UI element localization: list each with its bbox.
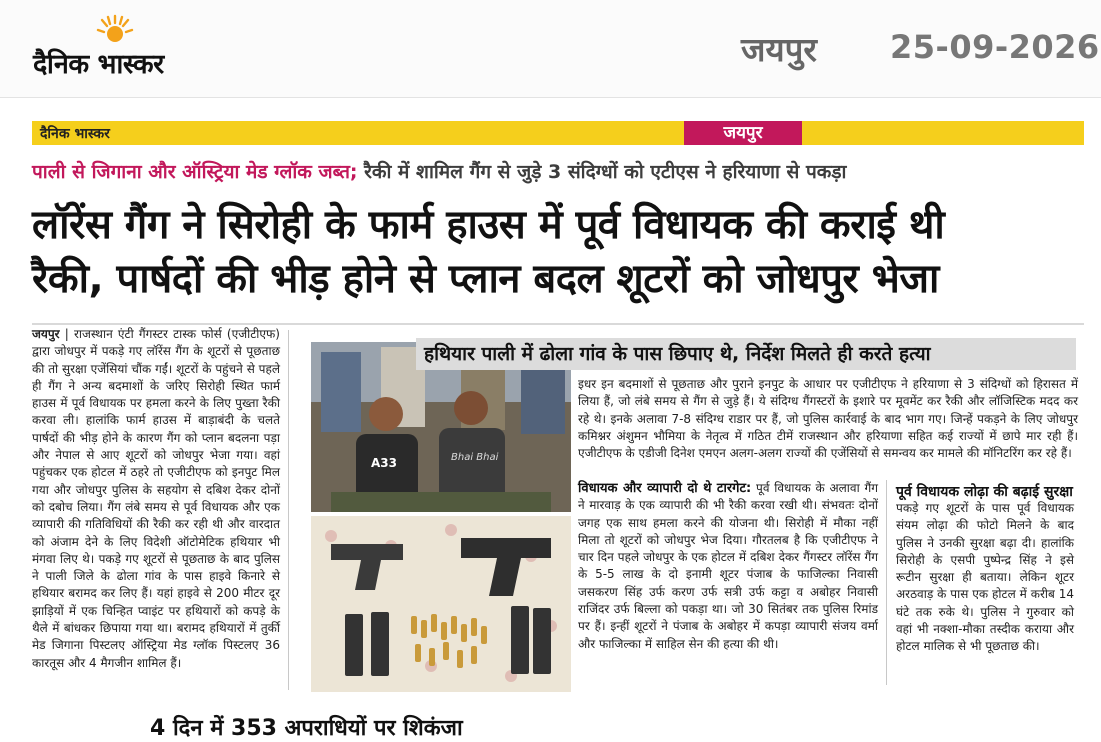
strip-brand: दैनिक भास्कर (40, 126, 110, 142)
column-divider (288, 330, 289, 690)
divider (32, 323, 1084, 325)
brand-logo[interactable]: दैनिक भास्कर (33, 49, 164, 80)
article-column-1 (32, 326, 280, 694)
article-block-top-right (578, 376, 1078, 472)
masthead (0, 0, 1101, 98)
headline-line-2: रैकी, पार्षदों की भीड़ होने से प्लान बदल शूटरों को जोधपुर भेजा (32, 256, 939, 302)
dateline: जयपुर (32, 327, 60, 341)
article-block-middle (578, 480, 878, 686)
column-1-text: | राजस्थान एंटी गैंगस्टर टास्क फोर्स (एजीटीएफ) द्वारा जोधपुर में पकड़े गए लॉरेंस गैंग के शूटरों से पूछताछ की तो सुरक्षा एजेंसियां चौंक गईं। शूटरों के पहुंचने से पहले ही गैंग ने अन्य बदमाशों के जरिए सिरोही स्थित फार्म हाउस में पूर्व विधायक पर हमला करने के लिए पुख्ता रैकी करवा ली। हालांकि फार्म हाउस में बाड़ाबंदी के चलते पार्षदों की भीड़ होने के कारण गैंग को प्लान बदलना पड़ा और नेपाल से आए शूटरों को जोधपुर भेजा गया। वहां पहुंचकर एक होटल में ठहरे तो एजीटीएफ को इनपुट मिल गया और जोधपुर पुलिस के सहयोग से दबिश देकर दोनों को दबोच लिया। गैंग लंबे समय से पूर्व विधायक और एक व्यापारी की गतिविधियों की रैकी कर रही थी और वारदात को अंजाम देने के लिए विदेशी ऑटोमेटिक हथियार भी मंगवा लिए थे। पकड़े गए शूटरों से पूछताछ के बाद पुलिस ने पाली जिले के ढोला गांव के पास हाइवे किनारे से हथियार बरामद कर लिए हैं। यहां हाइवे से 200 मीटर दूर झाड़ियों में एक चिन्हित प्वाइंट पर हथियारों को कपड़े के थैले में बांधकर छिपाया गया था। बरामद हथियारों में तुर्की मेड जिगाना पिस्टलए ऑस्ट्रिया मेड ग्लॉक पिस्टलए 36 कारतूस और 4 मैगजीन शामिल हैं। (32, 327, 280, 670)
weapons-illustration (311, 516, 571, 692)
kicker-red: पाली से जिगाना और ऑस्ट्रिया मेड ग्लॉक जब्त; (32, 161, 358, 183)
page-strip (32, 121, 1084, 145)
sun-logo-icon (97, 14, 133, 40)
headline-line-1: लॉरेंस गैंग ने सिरोही के फार्म हाउस में पूर्व विधायक की कराई थी (32, 202, 945, 248)
sub-headline-banner: हथियार पाली में ढोला गांव के पास छिपाए थे, निर्देश मिलते ही करते हत्या (416, 338, 1076, 370)
next-story-headline: 4 दिन में 353 अपराधियों पर शिकंजा (150, 716, 463, 741)
block-middle-heading: विधायक और व्यापारी दो थे टारगेट: (578, 481, 752, 496)
block-middle-text: पूर्व विधायक के अलावा गैंग ने मारवाड़ के एक व्यापारी की भी रैकी करवा रखी थी। संभवतः दोनों जगह एक साथ हमला करने की योजना थी। सिरोही में मौका नहीं मिला तो शूटरों को जोधपुर भेज दिया। गौरतलब है कि एजीटीएफ ने चार दिन पहले जोधपुर के एक होटल में दबिश देकर गैंगस्टर लॉरेंस गैंग के 5-5 लाख के दो इनामी शूटर पंजाब के फाजिल्का निवासी जसकरण सिंह उर्फ करण उर्फ सत्री उर्फ कट्टा व अबोहर निवासी राजिंदर उर्फ बिल्ला को पकड़ा था। जो 30 सितंबर तक पुलिस रिमांड पर हैं। इन्हीं शूटरों ने पंजाब के अबोहर में कपड़ा व्यापारी संजय वर्मा और फाजिल्का में साहिल सेन की हत्या की थी। (578, 481, 878, 651)
block-top-right-text: इधर इन बदमाशों से पूछताछ और पुराने इनपुट के आधार पर एजीटीएफ ने हरियाणा से 3 संदिग्धों को हिरासत में लिया हैं, जो लंबे समय से गैंग से जुड़े हैं। ये संदिग्ध गैंगस्टरों के इशारे पर मूवमेंट कर रैकी और लॉजिस्टिक मदद कर रहे थे। इनके अलावा 7-8 संदिग्ध राडार पर हैं, जो पुलिस कार्रवाई के बाद भाग गए। जिन्हें पकड़ने के लिए जोधपुर कमिश्नर अंशुमन भौमिया के नेतृत्व में गठित टीमें राजस्थान और हरियाणा सहित कई राज्यों में छापे मार रही हैं। एजीटीएफ के एडीजी दिनेश एमएन अलग-अलग राज्यों की एजेंसियों से समन्वय कर मामले की मॉनिटरिंग कर रहे हैं। (578, 377, 1078, 461)
edition-city[interactable]: जयपुर (741, 30, 817, 69)
kicker (32, 158, 1092, 184)
block-right-heading: पूर्व विधायक लोढ़ा की बढ़ाई सुरक्षा (896, 484, 1073, 500)
edition-date[interactable]: 25-09-2026 (890, 28, 1100, 66)
headline (32, 198, 1096, 306)
block-right-text: पकड़े गए शूटरों के पास पूर्व विधायक संयम लोढ़ा की फोटो मिलने के बाद पुलिस ने उनकी सुरक्षा बढ़ा दी। हालांकि सिरोही के एसपी पुष्पेन्द्र सिंह ने इसे रूटीन सुरक्षा ही बताया। लेकिन शूटर अरठवाड़ के पास एक होटल में करीब 14 घंटे तक रुके थे। पुलिस ने गुरुवार को वहां भी नक्शा-मौका तस्दीक कराया और होटल मालिक से भी पूछताछ की। (896, 501, 1074, 654)
tshirt-text-left: A33 (371, 456, 397, 470)
photo-seized-weapons (311, 516, 571, 692)
article-block-right (896, 500, 1074, 686)
tshirt-text-right: Bhai Bhai (451, 452, 499, 463)
column-divider-2 (886, 480, 887, 685)
strip-city-badge: जयपुर (684, 121, 802, 145)
kicker-gray: रैकी में शामिल गैंग से जुड़े 3 संदिग्धों को एटीएस ने हरियाणा से पकड़ा (364, 161, 847, 183)
